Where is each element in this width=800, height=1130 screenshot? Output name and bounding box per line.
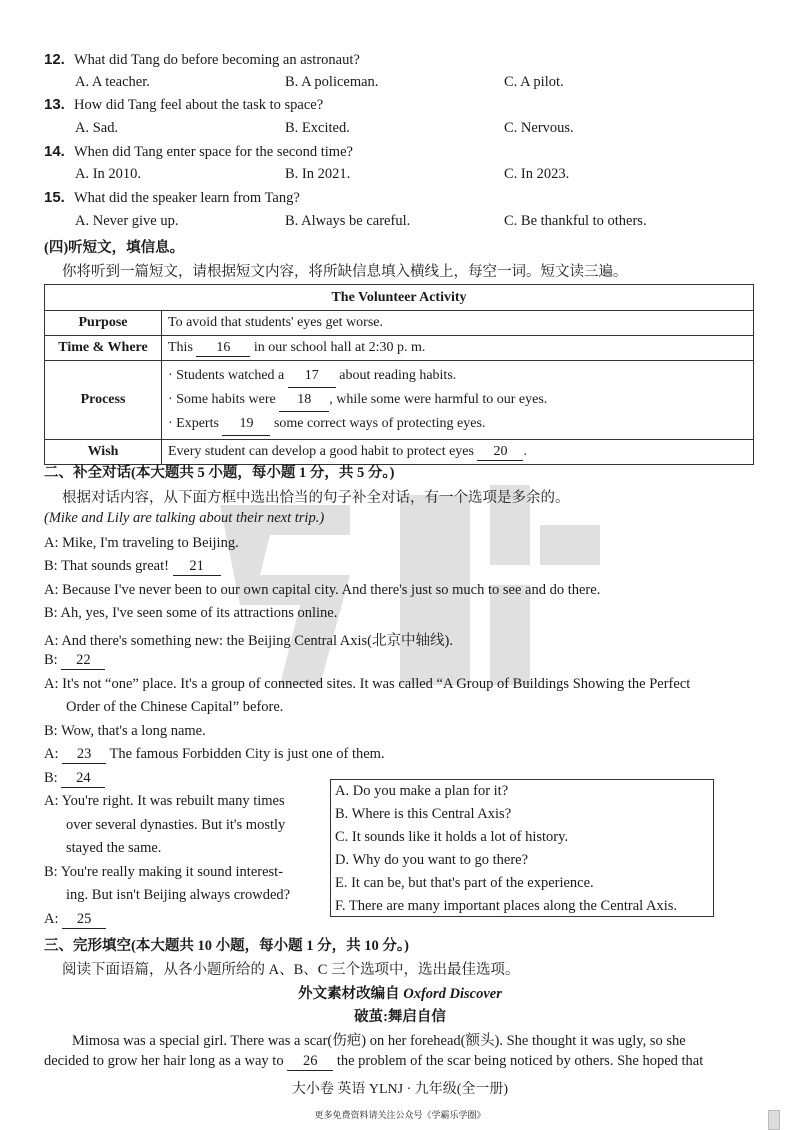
dialog-line: stayed the same. [66, 840, 162, 856]
passage-line [44, 1053, 703, 1071]
process-line-2-end: , while some were harmful to our eyes. [329, 392, 548, 407]
passage-source [0, 982, 800, 1003]
option-a: A. Sad. [75, 120, 119, 136]
dialog-line: B: Ah, yes, I've seen some of its attractions online. [44, 605, 338, 621]
option-D: D. Why do you want to go there? [335, 852, 529, 868]
wish-text: Every student can develop a good habit to protect eyes [168, 443, 474, 459]
source-label: 外文素材改编自 [298, 986, 400, 1002]
question-text: When did Tang enter space for the second time? [74, 144, 353, 160]
dialog-line: ing. But isn't Beijing always crowded? [66, 887, 291, 903]
purpose-value: To avoid that students' eyes get worse. [162, 311, 754, 336]
options-box [330, 779, 714, 917]
option-c: C. In 2023. [504, 166, 570, 182]
process-line-1: · Students watched a [168, 368, 285, 383]
time-where-value [162, 336, 754, 361]
option-c: C. Be thankful to others. [504, 213, 647, 229]
dialog-line: over several dynasties. But it's mostly [66, 817, 286, 833]
blank-18: 18 [279, 388, 329, 412]
scrollbar-handle[interactable] [768, 1110, 780, 1130]
table-title: The Volunteer Activity [45, 285, 754, 311]
dialog-text: The famous Forbidden City is just one of them. [109, 746, 385, 762]
time-where-label: Time & Where [45, 336, 162, 361]
option-a: A. Never give up. [75, 213, 179, 229]
option-b: B. In 2021. [285, 166, 351, 182]
process-line-3-end: some correct ways of protecting eyes. [273, 416, 486, 431]
process-line-2: · Some habits were [168, 392, 276, 407]
passage-text: decided to grow her hair long as a way to [44, 1053, 284, 1069]
dialog-speaker: A: [44, 911, 59, 927]
dialog-line: A: It's not “one” place. It's a group of connected sites. It was called “A Group of Buildings Showing the Perfect [44, 676, 691, 692]
question-text: How did Tang feel about the task to space? [74, 97, 324, 113]
section-2-title: 二、补全对话(本大题共 5 小题，每小题 1 分，共 5 分。) [44, 465, 395, 481]
option-b: B. Always be careful. [285, 213, 411, 229]
wish-label: Wish [45, 440, 162, 465]
option-A: A. Do you make a plan for it? [335, 783, 509, 799]
process-value [162, 361, 754, 440]
section-3-title: 三、完形填空(本大题共 10 小题，每小题 1 分，共 10 分。) [44, 938, 409, 954]
option-a: A. A teacher. [75, 74, 150, 90]
option-E: E. It can be, but that's part of the experience. [335, 875, 594, 891]
option-C: C. It sounds like it holds a lot of history. [335, 829, 569, 845]
section-4-title: (四)听短文，填信息。 [44, 240, 185, 256]
dialog-line [44, 770, 105, 788]
section-3-instructions: 阅读下面语篇，从各小题所给的 A、B、C 三个选项中，选出最佳选项。 [62, 962, 520, 978]
wish-end: . [523, 443, 527, 459]
passage-title: 破茧:舞启自信 [354, 1009, 446, 1025]
section-4-instructions: 你将听到一篇短文，请根据短文内容，将所缺信息填入横线上，每空一词。短文读三遍。 [62, 264, 628, 280]
question-number: 12. [44, 51, 65, 68]
footer-title: 大小卷 英语 YLNJ · 九年级(全一册) [291, 1082, 509, 1097]
purpose-label: Purpose [45, 311, 162, 336]
process-line-3: · Experts [168, 416, 219, 431]
dialog-line: A: Because I've never been to our own capital city. And there's just so much to see and do there. [44, 582, 601, 598]
question-number: 15. [44, 189, 65, 206]
dialog-context: (Mike and Lily are talking about their next trip.) [44, 510, 325, 526]
dialog-line: A: Mike, I'm traveling to Beijing. [44, 535, 239, 551]
dialog-line [44, 652, 105, 670]
blank-26: 26 [287, 1053, 333, 1071]
blank-21: 21 [173, 558, 221, 576]
blank-23: 23 [62, 746, 106, 764]
process-label: Process [45, 361, 162, 440]
blank-16: 16 [196, 340, 250, 357]
question-number: 13. [44, 96, 65, 113]
option-b: B. Excited. [285, 120, 350, 136]
dialog-line [44, 558, 221, 576]
passage-line: Mimosa was a special girl. There was a scar(伤疤) on her forehead(额头). She thought it was ugly, so she [72, 1033, 686, 1049]
blank-25: 25 [62, 911, 106, 929]
dialog-line [44, 911, 106, 929]
dialog-line: B: Wow, that's a long name. [44, 723, 206, 739]
dialog-speaker: B: [44, 652, 58, 668]
footer-note: 更多免费资料请关注公众号《学霸乐学圈》 [314, 1110, 486, 1120]
blank-24: 24 [61, 770, 105, 788]
volunteer-activity-table [44, 284, 754, 465]
option-F: F. There are many important places along the Central Axis. [335, 898, 678, 914]
blank-22: 22 [61, 652, 105, 670]
blank-17: 17 [288, 364, 336, 388]
source-title: Oxford Discover [403, 986, 502, 1002]
option-c: C. Nervous. [504, 120, 574, 136]
section-2-instructions: 根据对话内容，从下面方框中选出恰当的句子补全对话，有一个选项是多余的。 [62, 490, 570, 506]
dialog-line: Order of the Chinese Capital” before. [66, 699, 284, 715]
question-text: What did Tang do before becoming an astronaut? [74, 52, 360, 68]
dialog-line [44, 746, 385, 764]
dialog-line: B: You're really making it sound interest- [44, 864, 284, 880]
process-line-1-end: about reading habits. [339, 368, 457, 383]
option-B: B. Where is this Central Axis? [335, 806, 512, 822]
time-text-b: in our school hall at 2:30 p. m. [253, 339, 426, 355]
passage-text: the problem of the scar being noticed by others. She hoped that [336, 1053, 704, 1069]
blank-20: 20 [477, 444, 523, 461]
option-a: A. In 2010. [75, 166, 142, 182]
dialog-text: B: That sounds great! [44, 558, 169, 574]
dialog-speaker: A: [44, 746, 59, 762]
question-text: What did the speaker learn from Tang? [74, 190, 300, 206]
dialog-speaker: B: [44, 770, 58, 786]
option-c: C. A pilot. [504, 74, 564, 90]
question-number: 14. [44, 143, 65, 160]
time-text-a: This [168, 339, 193, 355]
dialog-line: A: You're right. It was rebuilt many times [44, 793, 285, 809]
blank-19: 19 [222, 412, 270, 436]
option-b: B. A policeman. [285, 74, 379, 90]
dialog-line: A: And there's something new: the Beijing Central Axis(北京中轴线). [44, 633, 453, 649]
